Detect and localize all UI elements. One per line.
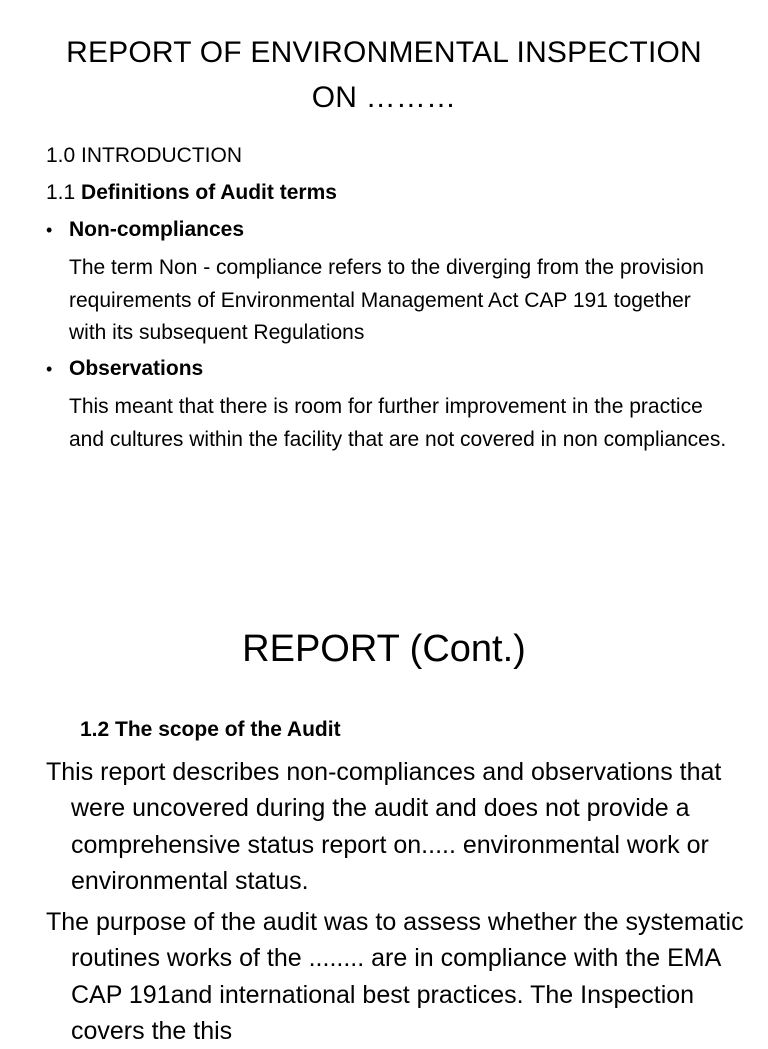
subsection-heading: 1.2 The scope of the Audit bbox=[80, 718, 341, 741]
bullet-definition: The term Non - compliance refers to the diverging from the provision requirements of Environmental Management Act CAP 191 together with its subsequent Regulations bbox=[69, 256, 704, 344]
subsection-heading bbox=[46, 179, 337, 207]
bullet-icon: • bbox=[46, 359, 53, 379]
bullet-icon: • bbox=[46, 220, 53, 240]
slide-2 bbox=[0, 520, 768, 1045]
bullet-definition: This meant that there is room for further improvement in the practice and cultures within the facility that are not covered in non compliances. bbox=[69, 395, 727, 451]
body-paragraph: This report describes non-compliances and observations that were uncovered during the audit and does not provide a comprehensive status report on..... environmental work or environmental status. bbox=[46, 758, 722, 895]
slide-1 bbox=[0, 0, 768, 520]
slide-title: REPORT (Cont.) bbox=[242, 628, 526, 670]
section-heading: 1.0 INTRODUCTION bbox=[46, 144, 243, 167]
body-paragraph: The purpose of the audit was to assess whether the systematic routines works of the ........ are in compliance with the EMA CAP 191and international best practices. The Inspection covers the this bbox=[46, 908, 744, 1045]
subsection-number: 1.1 bbox=[46, 181, 82, 204]
slide-title: REPORT OF ENVIRONMENTAL INSPECTION ON ……… bbox=[66, 36, 702, 114]
bullet-term: Non-compliances bbox=[69, 218, 245, 241]
bullet-term: Observations bbox=[69, 357, 204, 380]
subsection-title: Definitions of Audit terms bbox=[81, 181, 337, 204]
